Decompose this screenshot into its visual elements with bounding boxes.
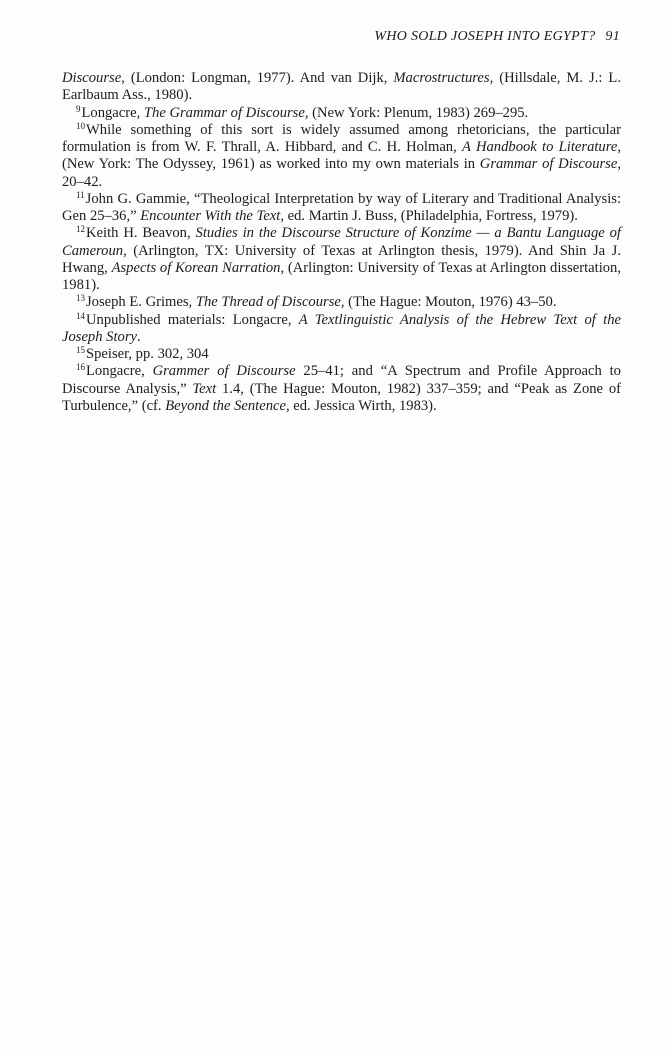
footnote	[62, 122, 621, 191]
footnote-number: 11	[76, 189, 85, 200]
footnote-text: , ed. Martin J. Buss, (Philadelphia, Fortress, 1979).	[280, 208, 578, 224]
footnote	[62, 191, 621, 226]
footnote	[62, 70, 621, 105]
footnote-text: , 20–42.	[62, 156, 621, 190]
footnote	[62, 312, 621, 347]
footnote-title: Discourse	[62, 70, 122, 86]
footnote-number: 12	[76, 224, 85, 235]
footnote-number: 10	[76, 120, 85, 131]
footnote-text: , (New York: Plenum, 1983) 269–295.	[304, 104, 529, 121]
footnote	[62, 225, 621, 294]
footnote-title: A Handbook to Literature	[462, 139, 618, 155]
footnote-title: Text	[192, 380, 217, 397]
footnote-title: Grammar of Discourse	[479, 156, 618, 173]
footnote-title: Grammer of Discourse	[152, 363, 296, 380]
footnote-text: Unpublished materials: Longacre,	[86, 311, 299, 328]
footnote	[62, 363, 621, 415]
footnote-title: Encounter With the Text	[140, 208, 281, 224]
footnote-text: Joseph E. Grimes,	[86, 294, 196, 311]
page-number: 91	[605, 29, 620, 44]
footnote-text: Keith H. Beavon,	[86, 225, 196, 242]
footnote-title: Aspects of Korean Narration	[111, 259, 281, 276]
footnote-text: , (The Hague: Mouton, 1976) 43–50.	[340, 294, 557, 311]
footnote-title: A Textlinguistic Analysis of the Hebrew Text of the Joseph Story	[62, 311, 621, 345]
footnote-text: , (New York: The Odyssey, 1961) as worked into my own materials in	[62, 139, 621, 173]
footnote-text: .	[136, 328, 141, 345]
footnote-title: The Thread of Discourse	[195, 294, 341, 311]
footnote-title: Macrostructures	[393, 70, 490, 86]
footnote-text: Longacre,	[86, 363, 153, 380]
footnotes	[62, 70, 621, 415]
footnote-text: 25–41; and “A Spectrum and Profile Approach to Discourse Analysis,”	[62, 363, 621, 397]
footnote-number: 9	[76, 103, 81, 114]
running-title: WHO SOLD JOSEPH INTO EGYPT?	[374, 29, 596, 44]
running-header	[374, 29, 620, 45]
footnote-text: While something of this sort is widely assumed among rhetoricians, the particular formulation is from W. F. Thrall, A. Hibbard, and C. H. Holman,	[62, 121, 621, 155]
footnote	[62, 346, 621, 363]
footnote-text: 1.4, (The Hague: Mouton, 1982) 337–359; and “Peak as Zone of Turbulence,” (cf.	[62, 380, 621, 414]
footnote-text: Longacre,	[81, 104, 144, 121]
footnote-text: , (London: Longman, 1977). And van Dijk,	[121, 70, 394, 86]
footnote-text: John G. Gammie, “Theological Interpretation by way of Literary and Traditional Analysis: Gen 25–36,”	[62, 190, 621, 224]
footnote-text: ed. Jessica Wirth, 1983).	[289, 397, 437, 414]
footnote	[62, 105, 621, 122]
footnote-text: , (Arlington: University of Texas at Arlington dissertation, 1981).	[62, 259, 621, 293]
footnote-number: 15	[76, 345, 85, 355]
footnote-title: The Grammar of Discourse	[143, 104, 305, 121]
footnote-number: 14	[76, 310, 85, 321]
footnote-number: 16	[76, 362, 85, 373]
footnote-title: Beyond the Sentence,	[165, 397, 290, 414]
footnote-number: 13	[76, 293, 85, 304]
footnote-text: , (Hillsdale, M. J.: L. Earlbaum Ass., 1980).	[62, 70, 621, 104]
footnote-text: Speiser, pp. 302, 304	[86, 346, 209, 362]
footnote-title: Studies in the Discourse Structure of Konzime — a Bantu Language of Cameroun	[62, 225, 621, 259]
footnote	[62, 294, 621, 311]
footnote-text: , (Arlington, TX: University of Texas at Arlington thesis, 1979). And Shin Ja J. Hwang,	[62, 242, 621, 276]
